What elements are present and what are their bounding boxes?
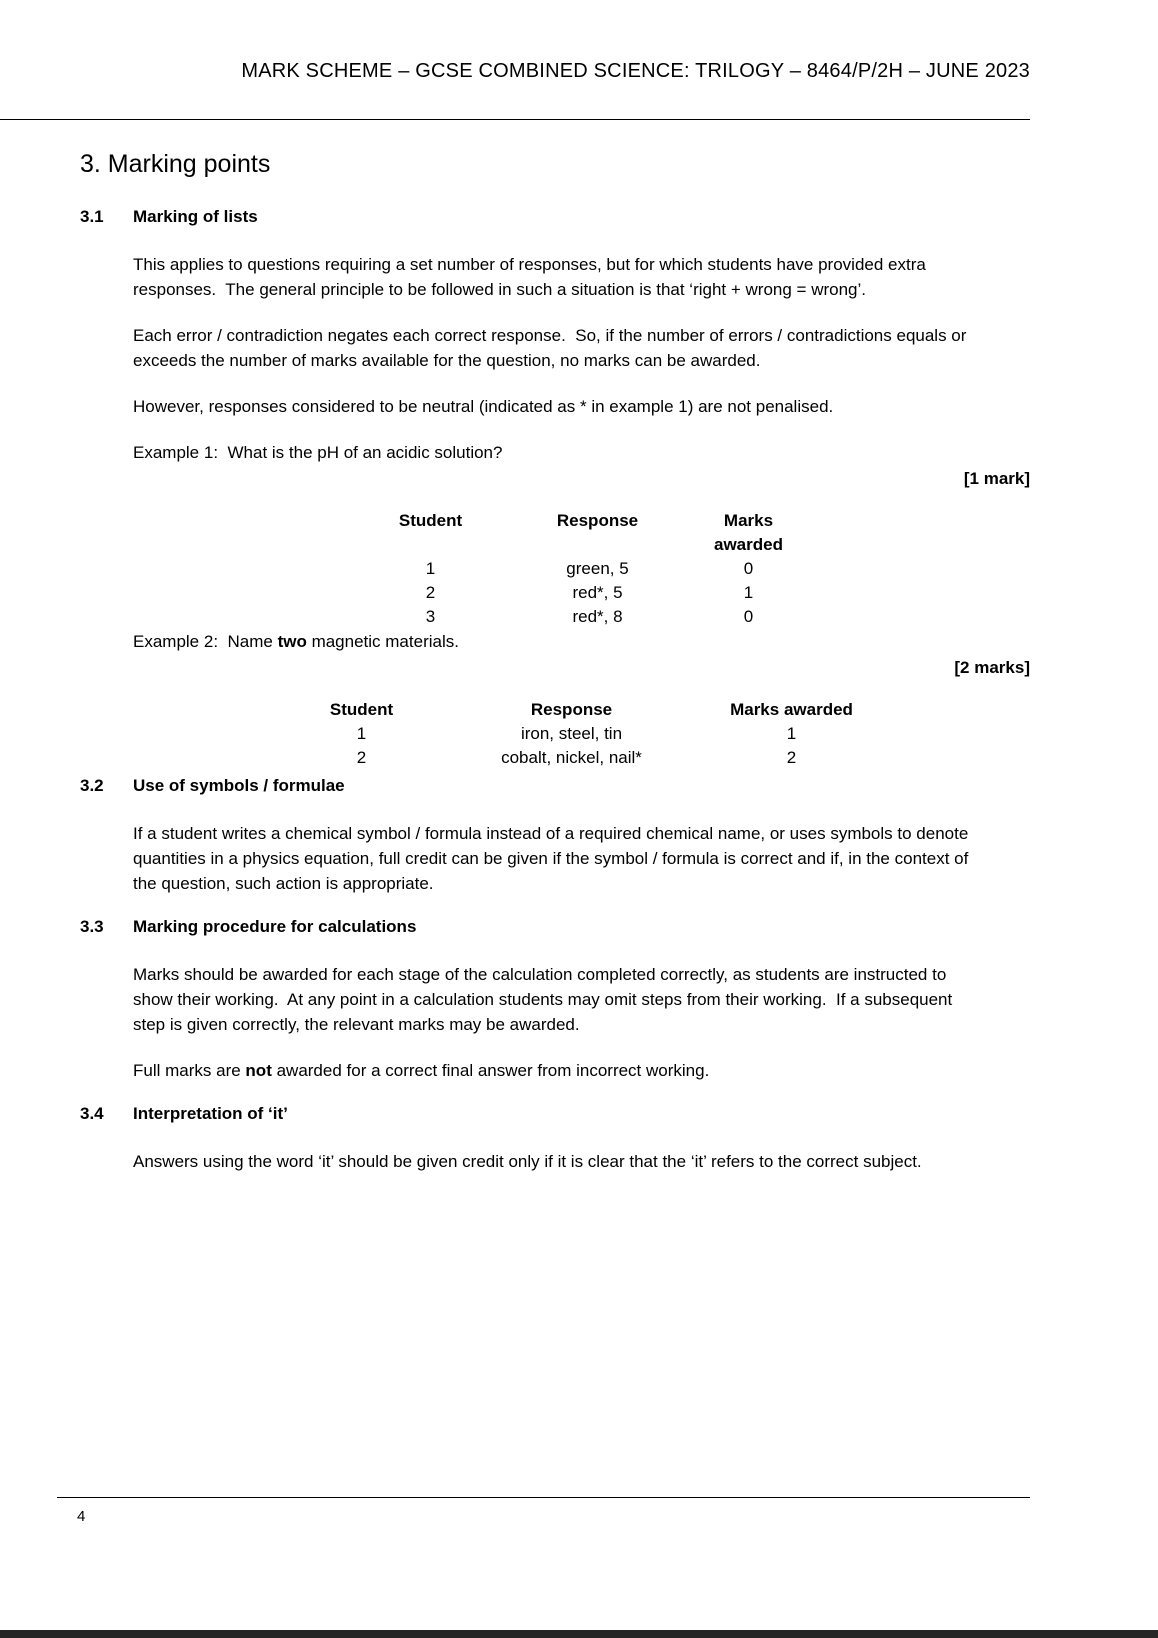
table-row [345,581,819,605]
example-2-label-bold: two [277,632,307,651]
section-interpretation-of-it [80,1104,1030,1174]
header-divider [0,119,1030,120]
table-body [277,722,887,770]
section-number: 3.2 [80,776,104,795]
section-heading-row [80,776,1030,796]
section-marking-of-lists [80,207,1030,770]
column-header-marks-awarded-text: Marks awarded [714,511,783,554]
paragraph: Each error / contradiction negates each correct response. So, if the number of errors / contradictions equals or exceeds the number of marks available for the question, no marks can be awarded. [133,326,972,370]
column-header-response: Response [556,511,639,530]
section-number: 3.4 [80,1104,104,1123]
table-cell: cobalt, nickel, nail* [501,748,642,767]
paragraph [133,1058,978,1083]
section-number: 3.1 [80,207,104,226]
example-1-table [345,509,819,629]
section-marking-procedure-calculations [80,917,1030,1083]
page-number: 4 [77,1508,86,1525]
section-body [133,1149,1030,1174]
section-heading-row [80,1104,1030,1124]
section-body [133,962,1030,1083]
table-body [345,557,819,629]
table-row [345,605,819,629]
paragraph-bold: not [245,1061,272,1080]
table-header [277,698,887,722]
example-2-label [133,629,978,654]
table-cell: iron, steel, tin [520,724,623,743]
paragraph: Answers using the word ‘it’ should be given credit only if it is clear that the ‘it’ refers to the correct subject. [133,1152,922,1171]
table-header-row [345,509,819,557]
example-1-marks-allocation: [1 mark] [963,469,1030,488]
example-2-marks-allocation: [2 marks] [954,658,1030,677]
table-cell: 1 [356,724,367,743]
example-1-label: Example 1: What is the pH of an acidic solution? [133,443,503,462]
table-cell: 2 [425,583,436,602]
example-2-table [277,698,887,770]
page-title: 3. Marking points [80,150,271,178]
table-header-row [277,698,887,722]
example-2-label-prefix: Example 2: Name [133,632,278,651]
paragraph: However, responses considered to be neutral (indicated as * in example 1) are not penalised. [133,397,834,416]
table-cell: red*, 8 [572,607,623,626]
section-heading: Marking procedure for calculations [133,917,417,936]
document-header: MARK SCHEME – GCSE COMBINED SCIENCE: TRILOGY – 8464/P/2H – JUNE 2023 [241,60,1030,82]
table-cell: 2 [356,748,367,767]
table-cell: 1 [743,583,754,602]
paragraph: This applies to questions requiring a set number of responses, but for which students have provided extra responses. The general principle to be followed in such a situation is that ‘right + wrong = wrong’. [133,255,931,299]
section-heading: Interpretation of ‘it’ [133,1104,288,1123]
footer-divider [57,1497,1030,1498]
section-use-of-symbols [80,776,1030,896]
table-header [345,509,819,557]
paragraph: If a student writes a chemical symbol / formula instead of a required chemical name, or uses symbols to denote quantities in a physics equation, full credit can be given if the symbol / formula is correct and if, in the context of the question, such action is appropriate. [133,824,974,893]
table-cell: red*, 5 [572,583,623,602]
table-row [277,746,887,770]
section-heading-row [80,917,1030,937]
table-cell: 1 [786,724,797,743]
section-heading-row [80,207,1030,227]
paragraph: Marks should be awarded for each stage of the calculation completed correctly, as students are instructed to show their working. At any point in a calculation students may omit steps from their working. If a subsequent step is given correctly, the relevant marks may be awarded. [133,965,957,1034]
section-heading: Use of symbols / formulae [133,776,345,795]
paragraph-prefix: Full marks are [133,1061,246,1080]
column-header-marks-awarded: Marks awarded [730,700,853,719]
table-row [345,557,819,581]
table-cell: 2 [786,748,797,767]
example-2-label-suffix: magnetic materials. [306,632,459,651]
viewer-bottom-edge [0,1630,1158,1638]
section-number: 3.3 [80,917,104,936]
section-heading: Marking of lists [133,207,258,226]
column-header-marks-awarded [679,509,819,557]
column-header-student: Student [398,511,463,530]
table-cell: green, 5 [566,559,629,578]
table-cell: 1 [425,559,436,578]
page-footer [57,1497,1030,1525]
table-row [277,722,887,746]
table-cell: 0 [743,607,754,626]
table-cell: 0 [743,559,754,578]
column-header-student: Student [329,700,394,719]
paragraph-suffix: awarded for a correct final answer from incorrect working. [271,1061,710,1080]
section-body [133,821,1030,896]
column-header-response: Response [530,700,613,719]
section-body [133,252,1030,770]
table-cell: 3 [425,607,436,626]
